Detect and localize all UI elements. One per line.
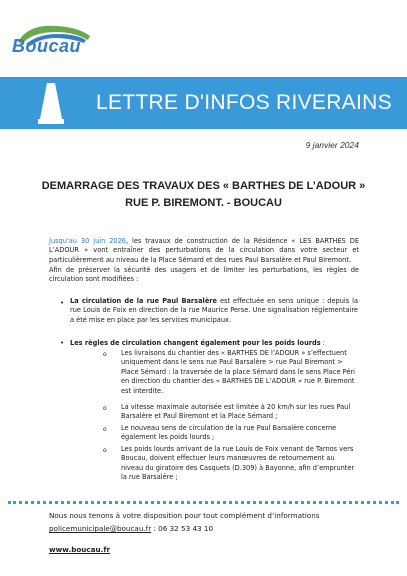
sub-marker: o [103, 426, 107, 433]
document-title-line2: RUE P. BIREMONT. - BOUCAU [125, 197, 282, 209]
bullet-heavy-vehicles [70, 339, 358, 348]
intro-text: , les travaux de construction de la Résidence « LES BARTHES DE L’ADOUR » vont entraîner des perturbations de la circulation dans votre secteur et particulièrement au niveau de la Place Sémard et des rues Paul Barsalère et Paul Biremont. [49, 237, 360, 264]
bullet-bold: La circulation de la rue Paul Barsalère [70, 297, 218, 305]
traffic-cone-icon [38, 81, 64, 125]
phone-number: : 06 32 53 43 10 [151, 524, 214, 533]
bullet-text: : [320, 339, 325, 347]
banner-title: LETTRE D'INFOS RIVERAINS [96, 91, 392, 114]
email-link[interactable]: policemunicipale@boucau.fr [49, 524, 152, 533]
sub-marker: o [103, 447, 107, 454]
intro-date-highlight: Jusqu'au 30 juin 2026 [49, 237, 126, 245]
intro-paragraph [49, 237, 359, 265]
footer-divider [8, 501, 399, 504]
sub-item-deliveries: Les livraisons du chantier des « BARTHES DE l’ADOUR » s’effectuent uniquement dans le sens rue Paul Barsalère > rue Paul Biremont > Place Sémard : la traversée de la place Sémard dans le sens Place Péri en direction du chantier des « BARTHES DE L’ADOUR » rue P. Biremont est interdite. [121, 349, 355, 395]
bullet-barsalere [70, 297, 358, 325]
sub-item-turnaround: Les poids lourds arrivant de la rue Louis de Foix venant de Tarnos vers Boucau, doivent effectuer leurs manœuvres de retournement au niveau du giratoire des Casquets (D.309) à Bayonne, afin d’emprunter la rue Barsalère ; [121, 445, 355, 482]
sub-item-speed-limit: La vitesse maximale autorisée est limitée à 20 km/h sur les rues Paul Barsalère et Paul Biremont et la Place Sémard ; [121, 403, 351, 421]
bullet-text: est effectuée en sens unique : depuis la rue Louis de Foix en direction de la rue Maurice Perse. Une signalisation réglementaire a été mise en place par les services municipaux. [70, 297, 358, 324]
sub-item-direction: Le nouveau sens de circulation de la rue Paul Barsalère concerne également les poids lourds ; [121, 424, 337, 442]
rules-intro-paragraph: Afin de préserver la sécurité des usagers et de limiter les perturbations, les règles de circulation sont modifiées : [49, 266, 359, 284]
bullet-marker: • [60, 339, 65, 347]
footer-contact-details [49, 524, 213, 533]
bullet-marker: • [60, 299, 65, 307]
logo-wordmark: Boucau [12, 36, 82, 56]
website-link[interactable]: www.boucau.fr [49, 545, 111, 554]
bullet-bold: Les règles de circulation changent également pour les poids lourds [70, 339, 321, 347]
sub-marker: o [103, 351, 107, 358]
sub-marker: o [103, 405, 107, 412]
footer-contact-line: Nous nous tenons à votre disposition pour tout complément d’informations [49, 511, 320, 520]
letter-date: 9 janvier 2024 [305, 140, 359, 150]
document-title-line1: DEMARRAGE DES TRAVAUX DES « BARTHES DE L’ADOUR » [41, 180, 366, 192]
